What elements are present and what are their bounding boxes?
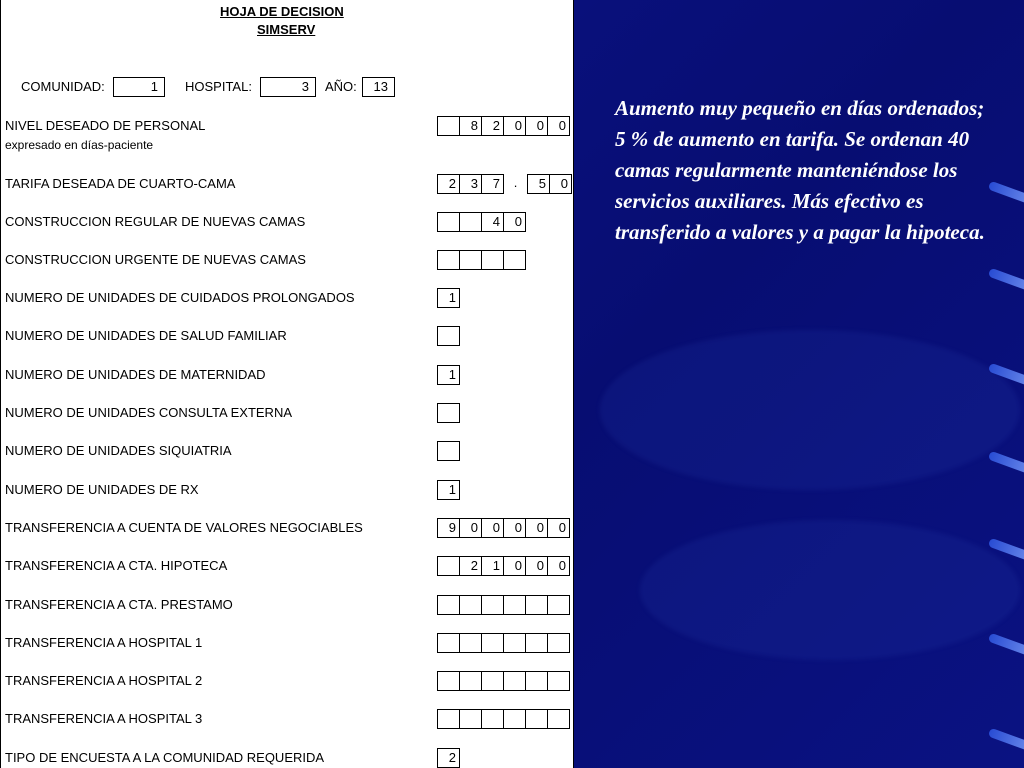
input-cell — [437, 595, 460, 615]
input-cell — [481, 250, 504, 270]
input-cell — [525, 633, 548, 653]
input-cell — [547, 633, 570, 653]
input-cell — [437, 671, 460, 691]
input-cell — [503, 671, 526, 691]
input-cell: 1 — [481, 556, 504, 576]
input-cell — [437, 116, 460, 136]
row-sublabel: expresado en días-paciente — [5, 138, 154, 152]
row-label: NUMERO DE UNIDADES DE RX — [5, 482, 199, 497]
row-input-cells — [437, 748, 460, 768]
input-cell — [503, 250, 526, 270]
input-cell — [525, 595, 548, 615]
input-cell: 1 — [437, 365, 460, 385]
row-label: TIPO DE ENCUESTA A LA COMUNIDAD REQUERIDA — [5, 750, 325, 765]
input-cell: 0 — [525, 116, 548, 136]
input-cell — [459, 709, 482, 729]
input-cell: 1 — [437, 480, 460, 500]
input-cell — [503, 633, 526, 653]
row-label: TRANSFERENCIA A HOSPITAL 3 — [5, 711, 203, 726]
row-label: TRANSFERENCIA A CTA. HIPOTECA — [5, 558, 228, 573]
input-cell — [481, 595, 504, 615]
decorative-streak — [988, 451, 1024, 475]
comunidad-value: 1 — [113, 77, 165, 97]
row-input-cells — [437, 518, 570, 538]
input-cell: 0 — [503, 518, 526, 538]
input-cell: 9 — [437, 518, 460, 538]
input-cell — [459, 595, 482, 615]
input-cell — [547, 671, 570, 691]
row-label: NUMERO DE UNIDADES DE SALUD FAMILIAR — [5, 328, 287, 343]
input-cell: 0 — [459, 518, 482, 538]
input-cell — [459, 212, 482, 232]
row-label: TRANSFERENCIA A HOSPITAL 1 — [5, 635, 203, 650]
input-cell: 2 — [481, 116, 504, 136]
row-input-cells — [437, 595, 570, 615]
background-swirl — [640, 520, 1020, 660]
input-cell — [437, 250, 460, 270]
input-cell: 3 — [459, 174, 482, 194]
input-cell: 0 — [503, 556, 526, 576]
input-cell — [481, 709, 504, 729]
row-label: CONSTRUCCION URGENTE DE NUEVAS CAMAS — [5, 252, 306, 267]
input-cell: 0 — [525, 518, 548, 538]
input-cell: 8 — [459, 116, 482, 136]
input-cell — [459, 633, 482, 653]
hospital-label: HOSPITAL: — [185, 79, 252, 94]
sheet-title: HOJA DE DECISION — [220, 4, 344, 19]
row-input-cells — [437, 671, 570, 691]
row-input-cells — [437, 480, 460, 500]
input-cell: 5 — [527, 174, 550, 194]
row-label: TRANSFERENCIA A CUENTA DE VALORES NEGOCIABLES — [5, 520, 363, 535]
row-input-cells — [437, 633, 570, 653]
input-cell: 0 — [525, 556, 548, 576]
input-cell — [437, 556, 460, 576]
commentary-text: Aumento muy pequeño en días ordenados; 5 % de aumento en tarifa. Se ordenan 40 camas regularmente manteniéndose los servicios auxiliares. Más efectivo es transferido a valores y a pagar la hipoteca. — [615, 96, 985, 244]
input-cell — [547, 595, 570, 615]
comunidad-label: COMUNIDAD: — [21, 79, 105, 94]
row-label: TRANSFERENCIA A CTA. PRESTAMO — [5, 597, 233, 612]
input-cell: 0 — [547, 116, 570, 136]
row-input-cells — [437, 556, 570, 576]
input-cell — [437, 441, 460, 461]
input-cell: 4 — [481, 212, 504, 232]
row-input-cells — [437, 709, 570, 729]
input-cell: 2 — [459, 556, 482, 576]
decimal-point: . — [513, 175, 518, 190]
input-cell: 0 — [547, 518, 570, 538]
input-cell — [525, 671, 548, 691]
row-input-cells — [437, 116, 570, 136]
input-cell — [459, 250, 482, 270]
decorative-streak — [988, 268, 1024, 292]
input-cell: 2 — [437, 174, 460, 194]
input-cell — [481, 671, 504, 691]
row-label: CONSTRUCCION REGULAR DE NUEVAS CAMAS — [5, 214, 306, 229]
row-input-cells — [437, 174, 572, 194]
row-input-cells — [437, 250, 526, 270]
row-input-cells — [437, 403, 460, 423]
input-cell — [437, 212, 460, 232]
hospital-value: 3 — [260, 77, 316, 97]
input-cell: 0 — [503, 116, 526, 136]
input-cell — [525, 709, 548, 729]
input-cell: 7 — [481, 174, 504, 194]
sheet-subtitle: SIMSERV — [257, 22, 316, 37]
input-cell: 0 — [549, 174, 572, 194]
input-cell — [459, 671, 482, 691]
input-cell: 1 — [437, 288, 460, 308]
row-label: NUMERO DE UNIDADES CONSULTA EXTERNA — [5, 405, 293, 420]
input-cell — [437, 633, 460, 653]
input-cell — [503, 595, 526, 615]
input-cell — [437, 403, 460, 423]
background-swirl — [600, 330, 1020, 490]
row-input-cells — [437, 365, 460, 385]
row-label: NUMERO DE UNIDADES DE CUIDADOS PROLONGADOS — [5, 290, 355, 305]
decorative-streak — [988, 728, 1024, 752]
row-input-cells — [437, 326, 460, 346]
anio-value: 13 — [362, 77, 395, 97]
decorative-streak — [988, 181, 1024, 205]
input-cell — [503, 709, 526, 729]
input-cell: 2 — [437, 748, 460, 768]
row-label: NIVEL DESEADO DE PERSONAL — [5, 118, 206, 133]
input-cell: 0 — [503, 212, 526, 232]
input-cell: 0 — [547, 556, 570, 576]
decorative-streak — [988, 633, 1024, 657]
anio-label: AÑO: — [325, 79, 357, 94]
row-input-cells — [437, 212, 526, 232]
row-label: TARIFA DESEADA DE CUARTO-CAMA — [5, 176, 236, 191]
input-cell — [437, 709, 460, 729]
row-label: NUMERO DE UNIDADES DE MATERNIDAD — [5, 367, 266, 382]
input-cell — [437, 326, 460, 346]
input-cell — [547, 709, 570, 729]
row-label: NUMERO DE UNIDADES SIQUIATRIA — [5, 443, 232, 458]
input-cell — [481, 633, 504, 653]
row-input-cells — [437, 288, 460, 308]
input-cell: 0 — [481, 518, 504, 538]
row-input-cells — [437, 441, 460, 461]
row-label: TRANSFERENCIA A HOSPITAL 2 — [5, 673, 203, 688]
